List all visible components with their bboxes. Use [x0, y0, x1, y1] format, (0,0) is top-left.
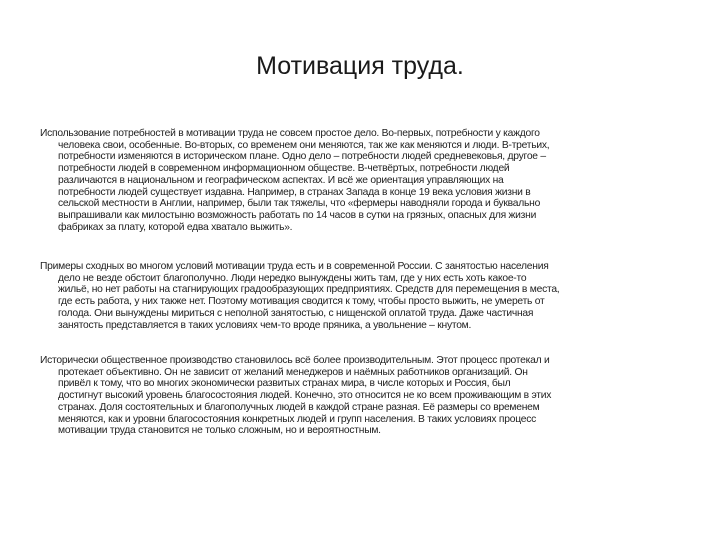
text-line: где есть работа, у них также нет. Поэтому мотивация сводится к тому, чтобы просто выжить, не умереть от — [58, 296, 545, 308]
text-line: потребности людей существует издавна. Например, в странах Запада в конце 19 века условия жизни в — [58, 186, 531, 198]
text-line: фабриках за плату, которой едва хватало выжить». — [58, 221, 293, 233]
text-line: Исторически общественное производство становилось всё более производительным. Этот процесс протекал и — [40, 355, 550, 366]
paragraph-1 — [40, 128, 690, 233]
paragraph-3 — [40, 355, 690, 437]
text-line: меняются, как и уровни благосостояния конкретных людей и групп населения. В таких условиях процесс — [58, 413, 537, 425]
text-line: различаются в национальном и географическом аспектах. И всё же ориентация управляющих на — [58, 174, 504, 186]
text-line: Использование потребностей в мотивации труда не совсем простое дело. Во-первых, потребности у каждого — [40, 128, 540, 139]
text-line: голода. Они вынуждены мириться с неполной занятостью, с нищенской оплатой труда. Даже частичная — [58, 307, 534, 319]
text-line: мотивации труда становится не только сложным, но и вероятностным. — [58, 425, 381, 437]
text-line: привёл к тому, что во многих экономически развитых странах мира, в числе которых и Россия, был — [58, 378, 511, 390]
slide-title: Мотивация труда. — [256, 52, 464, 80]
text-line: достигнут высокий уровень благосостояния людей. Конечно, это относится не ко всем проживающим в этих — [58, 390, 552, 402]
text-line: протекает объективно. Он не зависит от желаний менеджеров и наёмных работников организаций. Он — [58, 366, 528, 378]
text-line: сельской местности в Англии, например, были так тяжелы, что «фермеры наводняли города и буквально — [58, 198, 541, 210]
text-line: потребности изменяются в историческом плане. Одно дело – потребности людей средневековья, другое – — [58, 151, 546, 163]
paragraph-2 — [40, 261, 690, 331]
text-line: Примеры сходных во многом условий мотивации труда есть и в современной России. С занятостью населения — [40, 261, 549, 272]
text-line: занятость представляется в таких условиях чем-то вроде пряника, а увольнение – кнутом. — [58, 319, 472, 331]
text-line: потребности людей в современном информационном обществе. В-четвёртых, потребности людей — [58, 163, 510, 175]
text-line: дело не везде обстоит благополучно. Люди нередко вынуждены жить там, где у них есть хоть какое-то — [58, 272, 527, 284]
text-line: странах. Доля состоятельных и благополучных людей в каждой стране разная. Её размеры со временем — [58, 401, 540, 413]
text-line: выпрашивали как милостыню возможность работать по 14 часов в сутки на грязных, опасных для жизни — [58, 209, 537, 221]
text-line: жильё, но нет работы на стагнирующих градообразующих предприятиях. Средств для перемещения в места, — [58, 284, 560, 296]
text-line: человека свои, особенные. Во-вторых, со временем они меняются, так же как меняются и люди. В-третьих, — [58, 139, 550, 151]
